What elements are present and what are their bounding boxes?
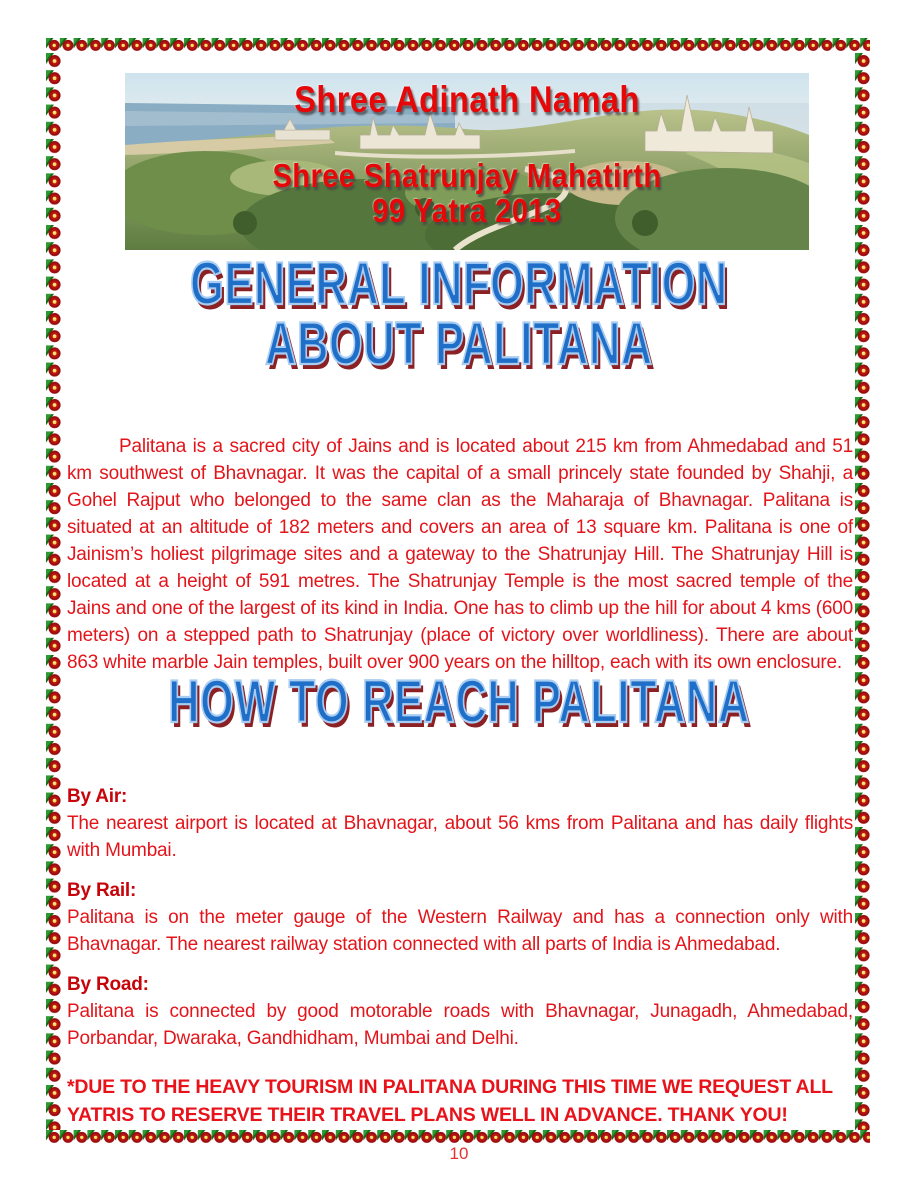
- section-by-road: [67, 971, 853, 1052]
- section-by-rail: [67, 877, 853, 958]
- section-by-air-text: The nearest airport is located at Bhavnagar, about 56 kms from Palitana and has daily flights with Mumbai.: [67, 813, 853, 861]
- flower-border-top: [46, 38, 870, 52]
- heading-general-line2: ABOUT PALITANA: [265, 310, 653, 377]
- page-number: 10: [449, 1144, 469, 1163]
- section-by-road-label: By Road:: [67, 974, 149, 995]
- heading-general-line1: GENERAL INFORMATION: [190, 250, 728, 317]
- section-by-road-text: Palitana is connected by good motorable roads with Bhavnagar, Junagadh, Ahmedabad, Porbandar, Dwaraka, Gandhidham, Mumbai and Delhi.: [67, 1001, 853, 1049]
- heading-general-information: [0, 250, 918, 377]
- flower-border-right: [855, 52, 870, 1130]
- flower-border-bottom: [46, 1130, 870, 1144]
- tourism-notice: *DUE TO THE HEAVY TOURISM IN PALITANA DURING THIS TIME WE REQUEST ALL YATRIS TO RESERVE THEIR TRAVEL PLANS WELL IN ADVANCE. THANK YOU!: [67, 1075, 833, 1126]
- section-by-air: [67, 783, 853, 864]
- heading-how-line1: HOW TO REACH PALITANA: [168, 668, 750, 735]
- header-photo: [125, 73, 809, 250]
- section-by-rail-text: Palitana is on the meter gauge of the Western Railway and has a connection only with Bhavnagar. The nearest railway station connected with all parts of India is Ahmedabad.: [67, 907, 853, 955]
- photo-title-shree-adinath: Shree Adinath Namah: [294, 79, 640, 120]
- section-by-air-label: By Air:: [67, 786, 128, 807]
- section-by-rail-label: By Rail:: [67, 880, 137, 901]
- intro-paragraph: Palitana is a sacred city of Jains and is located about 215 km from Ahmedabad and 51 km southwest of Bhavnagar. It was the capital of a small princely state founded by Shahji, a Gohel Rajput who belonged to the same clan as the Maharaja of Bhavnagar. Palitana is situated at an altitude of 182 meters and covers an area of 13 square km. Palitana is one of Jainism’s holiest pilgrimage sites and a gateway to the Shatrunjay Hill. The Shatrunjay Hill is located at a height of 591 metres. The Shatrunjay Temple is the most sacred temple of the Jains and one of the largest of its kind in India. One has to climb up the hill for about 4 kms (600 meters) on a stepped path to Shatrunjay (place of victory over worldliness). There are about 863 white marble Jain temples, built over 900 years on the hilltop, each with its own enclosure.: [67, 436, 853, 673]
- photo-title-yatra-year: 99 Yatra 2013: [372, 192, 562, 229]
- heading-how-to-reach: [0, 668, 918, 735]
- photo-title-shatrunjay: Shree Shatrunjay Mahatirth: [272, 157, 662, 194]
- flower-border-left: [46, 52, 61, 1130]
